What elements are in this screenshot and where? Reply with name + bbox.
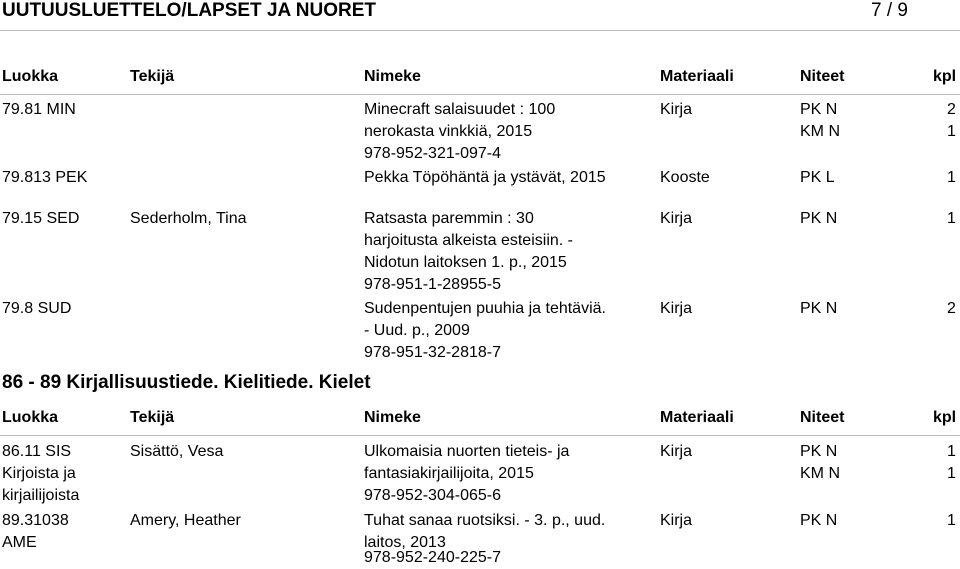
cell-niteet: PK N xyxy=(800,210,838,227)
cell-luokka: Kirjoista ja xyxy=(2,465,76,482)
cell-tekija: Sisättö, Vesa xyxy=(130,443,224,460)
cell-kpl: 1 xyxy=(947,169,956,186)
page-title: UUTUUSLUETTELO/LAPSET JA NUORET xyxy=(2,0,377,21)
cell-niteet: PK N xyxy=(800,300,838,317)
header-nimeke: Nimeke xyxy=(364,68,421,85)
cell-luokka: 89.31038 xyxy=(2,512,69,529)
cell-kpl: 1 xyxy=(947,210,956,227)
cell-nimeke: Tuhat sanaa ruotsiksi. - 3. p., uud. xyxy=(364,512,606,529)
cell-luokka: 79.8 SUD xyxy=(2,300,72,317)
header-niteet: Niteet xyxy=(800,68,845,85)
header-materiaali: Materiaali xyxy=(660,409,734,426)
header-luokka: Luokka xyxy=(2,68,59,85)
cell-materiaali: Kirja xyxy=(660,300,693,317)
cell-kpl: 1 xyxy=(947,123,956,140)
page-number: 7 / 9 xyxy=(871,0,908,21)
cell-niteet: PK N xyxy=(800,101,838,118)
cell-niteet: KM N xyxy=(800,465,840,482)
header-nimeke: Nimeke xyxy=(364,409,421,426)
cell-luokka: kirjailijoista xyxy=(2,487,80,504)
cell-nimeke: Minecraft salaisuudet : 100 xyxy=(364,101,556,118)
cell-nimeke: fantasiakirjailijoita, 2015 xyxy=(364,465,534,482)
cell-luokka: 86.11 SIS xyxy=(2,443,72,460)
cell-nimeke: - Uud. p., 2009 xyxy=(364,322,470,339)
section-heading: 86 - 89 Kirjallisuustiede. Kielitiede. Kielet xyxy=(2,372,371,393)
cell-nimeke: Ulkomaisia nuorten tieteis- ja xyxy=(364,443,570,460)
cell-materiaali: Kooste xyxy=(660,169,710,186)
cell-tekija: Amery, Heather xyxy=(130,512,241,529)
cell-nimeke: 978-951-32-2818-7 xyxy=(364,344,501,361)
cell-nimeke: 978-952-240-225-7 xyxy=(364,549,501,566)
header-divider xyxy=(0,94,960,95)
cell-nimeke: 978-952-304-065-6 xyxy=(364,487,501,504)
cell-niteet: PK N xyxy=(800,443,838,460)
header-tekija: Tekijä xyxy=(130,68,175,85)
cell-kpl: 1 xyxy=(947,443,956,460)
cell-niteet: PK L xyxy=(800,169,835,186)
header-kpl: kpl xyxy=(933,409,957,426)
cell-materiaali: Kirja xyxy=(660,101,693,118)
cell-nimeke: Ratsasta paremmin : 30 xyxy=(364,210,534,227)
cell-luokka: 79.813 PEK xyxy=(2,169,88,186)
cell-nimeke: Pekka Töpöhäntä ja ystävät, 2015 xyxy=(364,169,606,186)
cell-nimeke: 978-951-1-28955-5 xyxy=(364,276,501,293)
cell-kpl: 1 xyxy=(947,465,956,482)
cell-tekija: Sederholm, Tina xyxy=(130,210,247,227)
cell-luokka: AME xyxy=(2,534,37,551)
header-divider xyxy=(0,435,960,436)
cell-niteet: KM N xyxy=(800,123,840,140)
cell-kpl: 2 xyxy=(947,101,956,118)
header-luokka: Luokka xyxy=(2,409,59,426)
cell-luokka: 79.81 MIN xyxy=(2,101,76,118)
cell-nimeke: harjoitusta alkeista esteisiin. - xyxy=(364,232,573,249)
header-tekija: Tekijä xyxy=(130,409,175,426)
cell-nimeke: Nidotun laitoksen 1. p., 2015 xyxy=(364,254,567,271)
title-divider xyxy=(0,30,960,31)
cell-materiaali: Kirja xyxy=(660,210,693,227)
cell-luokka: 79.15 SED xyxy=(2,210,80,227)
cell-nimeke: Sudenpentujen puuhia ja tehtäviä. xyxy=(364,300,606,317)
cell-materiaali: Kirja xyxy=(660,512,693,529)
header-materiaali: Materiaali xyxy=(660,68,734,85)
cell-nimeke: 978-952-321-097-4 xyxy=(364,145,501,162)
cell-materiaali: Kirja xyxy=(660,443,693,460)
cell-kpl: 2 xyxy=(947,300,956,317)
cell-nimeke: laitos, 2013 xyxy=(364,534,446,551)
cell-kpl: 1 xyxy=(947,512,956,529)
cell-nimeke: nerokasta vinkkiä, 2015 xyxy=(364,123,533,140)
cell-niteet: PK N xyxy=(800,512,838,529)
header-niteet: Niteet xyxy=(800,409,845,426)
header-kpl: kpl xyxy=(933,68,957,85)
